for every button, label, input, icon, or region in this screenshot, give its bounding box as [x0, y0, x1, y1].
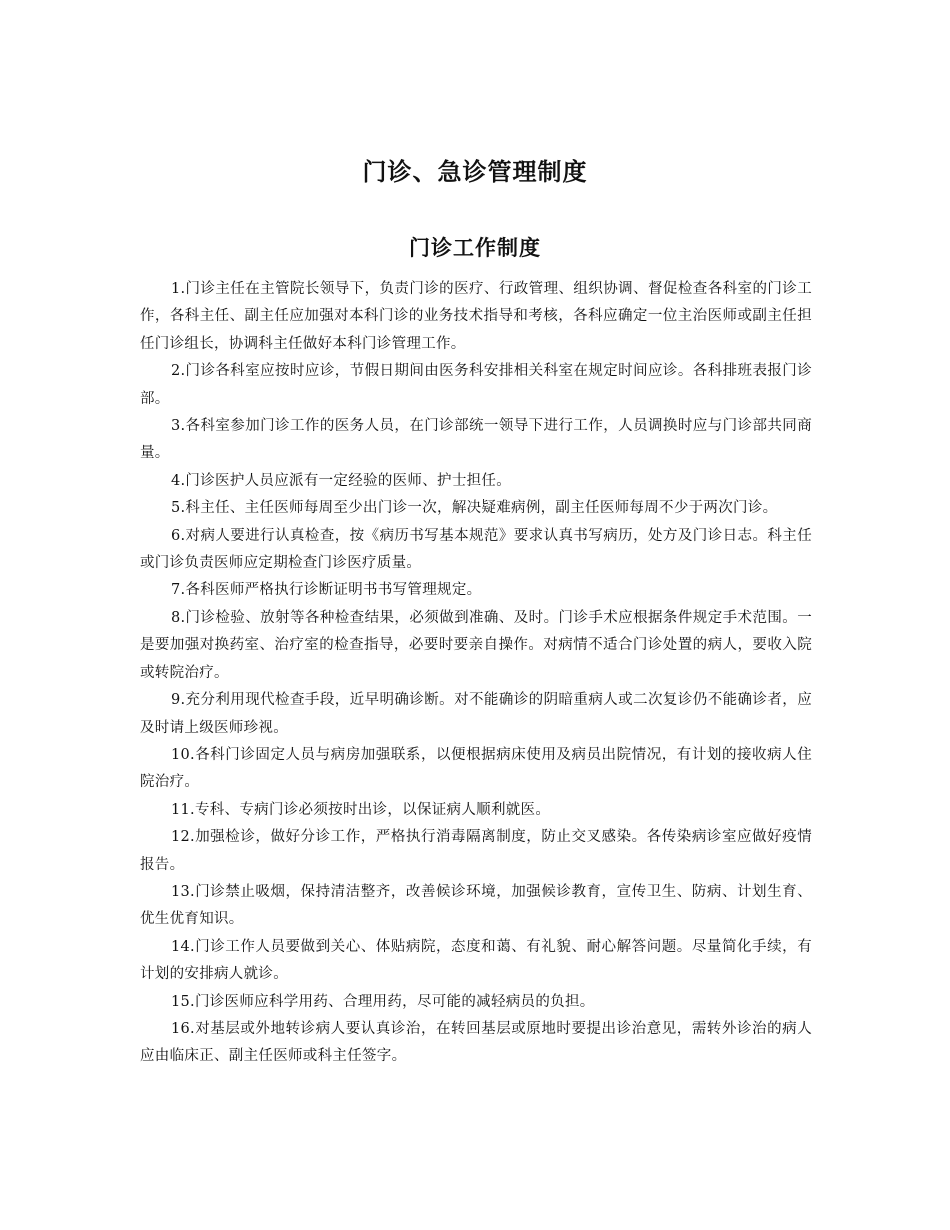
regulation-item-13: 13.门诊禁止吸烟，保持清洁整齐，改善候诊环境，加强候诊教育，宣传卫生、防病、计划生育、优生优育知识。 [140, 883, 812, 928]
regulation-item-7: 7.各科医师严格执行诊断证明书书写管理规定。 [171, 582, 482, 599]
regulation-item-16: 16.对基层或外地转诊病人要认真诊治，在转回基层或原地时要提出诊治意见，需转外诊治的病人应由临床正、副主任医师或科主任签字。 [140, 1020, 812, 1065]
section-title: 门诊工作制度 [409, 236, 541, 260]
regulation-item-14: 14.门诊工作人员要做到关心、体贴病院，态度和蔼、有礼貌、耐心解答问题。尽量简化手续，有计划的安排病人就诊。 [140, 938, 812, 983]
regulation-item-4: 4.门诊医护人员应派有一定经验的医师、护士担任。 [171, 472, 512, 489]
regulation-item-11: 11.专科、专病门诊必须按时出诊，以保证病人顺利就医。 [171, 801, 551, 818]
regulation-item-15: 15.门诊医师应科学用药、合理用药，尽可能的减轻病员的负担。 [171, 993, 595, 1010]
regulation-item-9: 9.充分利用现代检查手段，近早明确诊断。对不能确诊的阴暗重病人或二次复诊仍不能确诊者，应及时请上级医师珍视。 [140, 692, 812, 736]
regulation-item-3: 3.各科室参加门诊工作的医务人员，在门诊部统一领导下进行工作，人员调换时应与门诊部共同商量。 [140, 418, 812, 462]
regulation-item-6: 6.对病人要进行认真检查，按《病历书写基本规范》要求认真书写病历，处方及门诊日志。科主任或门诊负责医师应定期检查门诊医疗质量。 [140, 527, 812, 572]
regulation-list [140, 276, 812, 1071]
document-title: 门诊、急诊管理制度 [362, 158, 588, 186]
regulation-item-12: 12.加强检诊，做好分诊工作，严格执行消毒隔离制度，防止交叉感染。各传染病诊室应做好疫情报告。 [140, 829, 812, 873]
regulation-item-2: 2.门诊各科室应按时应诊，节假日期间由医务科安排相关科室在规定时间应诊。各科排班表报门诊部。 [140, 363, 812, 407]
regulation-item-10: 10.各科门诊固定人员与病房加强联系，以便根据病床使用及病员出院情况，有计划的接收病人住院治疗。 [140, 746, 812, 791]
regulation-item-8: 8.门诊检验、放射等各种检查结果，必须做到准确、及时。门诊手术应根据条件规定手术范围。一是要加强对换药室、治疗室的检查指导，必要时要亲自操作。对病情不适合门诊处置的病人，要收入院或转院治疗。 [140, 609, 812, 681]
regulation-item-5: 5.科主任、主任医师每周至少出门诊一次，解决疑难病例，副主任医师每周不少于两次门诊。 [171, 500, 778, 517]
regulation-item-1: 1.门诊主任在主管院长领导下，负责门诊的医疗、行政管理、组织协调、督促检查各科室的门诊工作，各科主任、副主任应加强对本科门诊的业务技术指导和考核，各科应确定一位主治医师或副主任担任门诊组长，协调科主任做好本科门诊管理工作。 [140, 281, 812, 352]
